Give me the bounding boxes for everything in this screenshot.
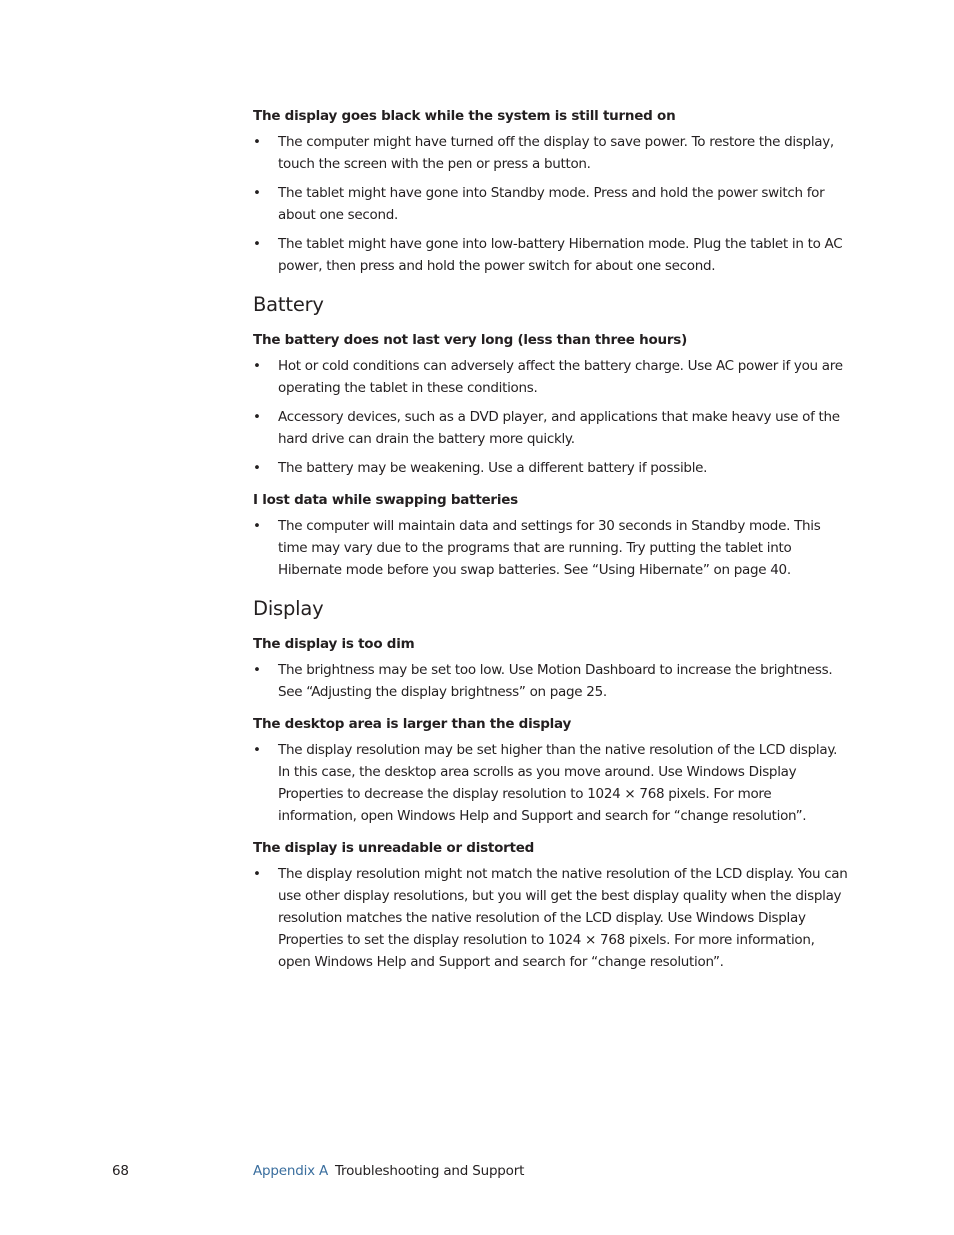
bullet-icon: • <box>253 236 261 252</box>
section-battery <box>253 291 848 581</box>
section-display-black <box>253 105 848 277</box>
bullet-icon: • <box>253 460 261 476</box>
subheading: The battery does not last very long (less than three hours) <box>253 332 688 348</box>
subheading: The display goes black while the system is still turned on <box>253 108 676 124</box>
bullet-list <box>253 739 848 827</box>
bullet-list <box>253 863 848 973</box>
section-title: Display <box>253 597 324 620</box>
section-title: Battery <box>253 293 324 316</box>
list-item-text: The tablet might have gone into Standby mode. Press and hold the power switch for about one second. <box>278 185 825 223</box>
list-item <box>253 863 848 973</box>
list-item-text: The tablet might have gone into low-battery Hibernation mode. Plug the tablet in to AC power, then press and hold the power switch for about one second. <box>278 236 843 274</box>
list-item <box>253 182 848 226</box>
list-item-text: Accessory devices, such as a DVD player, and applications that make heavy use of the hard drive can drain the battery more quickly. <box>278 409 840 447</box>
bullet-list <box>253 355 848 479</box>
bullet-icon: • <box>253 662 261 678</box>
footer-chapter-title: Troubleshooting and Support <box>335 1163 525 1179</box>
subheading: The desktop area is larger than the display <box>253 716 572 732</box>
page-number: 68 <box>112 1163 129 1179</box>
subheading: I lost data while swapping batteries <box>253 492 518 508</box>
list-item-text: The display resolution might not match the native resolution of the LCD display. You can use other display resolutions, but you will get the best display quality when the display resolution matches the native resolution of the LCD display. Use Windows Display Properties to set the display resolution to 1024 × 768 pixels. For more information, open Windows Help and Support and search for “change resolution”. <box>278 866 848 970</box>
bullet-icon: • <box>253 866 261 882</box>
bullet-icon: • <box>253 742 261 758</box>
list-item <box>253 515 848 581</box>
document-body <box>253 105 848 980</box>
list-item <box>253 739 848 827</box>
subheading: The display is too dim <box>253 636 415 652</box>
section-display <box>253 595 848 973</box>
page-footer <box>0 1160 954 1182</box>
list-item-text: The brightness may be set too low. Use Motion Dashboard to increase the brightness. See “Adjusting the display brightness” on page 25. <box>278 662 833 700</box>
list-item <box>253 406 848 450</box>
list-item-text: The computer will maintain data and settings for 30 seconds in Standby mode. This time may vary due to the programs that are running. Try putting the tablet into Hibernate mode before you swap batteries. See “Using Hibernate” on page 40. <box>278 518 821 578</box>
bullet-icon: • <box>253 409 261 425</box>
list-item <box>253 233 848 277</box>
list-item <box>253 131 848 175</box>
list-item <box>253 457 848 479</box>
bullet-list <box>253 659 848 703</box>
subheading: The display is unreadable or distorted <box>253 840 535 856</box>
list-item-text: The battery may be weakening. Use a different battery if possible. <box>278 460 708 476</box>
list-item-text: Hot or cold conditions can adversely affect the battery charge. Use AC power if you are operating the tablet in these conditions. <box>278 358 843 396</box>
list-item <box>253 659 848 703</box>
bullet-icon: • <box>253 185 261 201</box>
footer-appendix-label: Appendix A <box>253 1163 329 1179</box>
list-item-text: The computer might have turned off the display to save power. To restore the display, touch the screen with the pen or press a button. <box>278 134 834 172</box>
bullet-list <box>253 515 848 581</box>
bullet-icon: • <box>253 134 261 150</box>
bullet-list <box>253 131 848 277</box>
bullet-icon: • <box>253 358 261 374</box>
bullet-icon: • <box>253 518 261 534</box>
list-item <box>253 355 848 399</box>
list-item-text: The display resolution may be set higher than the native resolution of the LCD display. In this case, the desktop area scrolls as you move around. Use Windows Display Properties to decrease the display resolution to 1024 × 768 pixels. For more information, open Windows Help and Support and search for “change resolution”. <box>278 742 838 824</box>
